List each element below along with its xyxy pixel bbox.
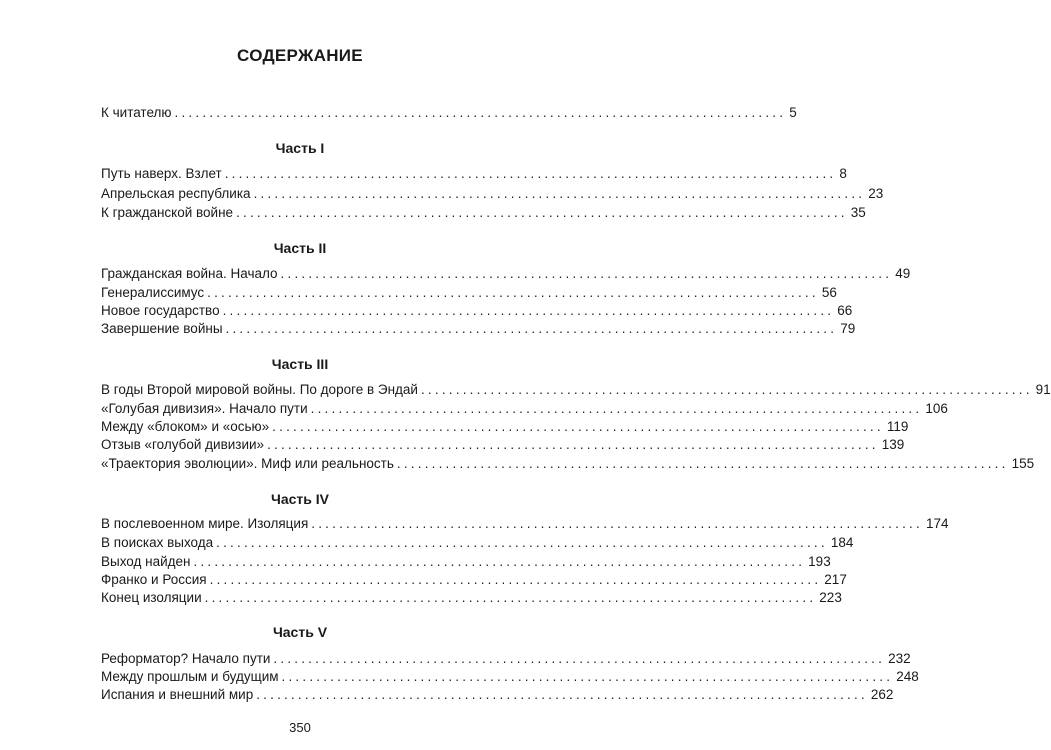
toc-entry-title: К читателю bbox=[101, 105, 172, 120]
dot-leader: ........................................................................................ bbox=[267, 437, 879, 452]
toc-entry-page: 56 bbox=[821, 285, 837, 300]
part-heading: Часть V bbox=[272, 624, 328, 640]
dot-leader: ........................................................................................ bbox=[253, 186, 866, 201]
dot-leader: ........................................................................................ bbox=[236, 205, 848, 220]
dot-leader: ........................................................................................ bbox=[224, 166, 837, 181]
toc-entry-title: Реформатор? Начало пути bbox=[101, 651, 271, 666]
page-number: 350 bbox=[289, 720, 311, 735]
toc-entry-page: 184 bbox=[830, 535, 854, 550]
toc-entry-title: Новое государство bbox=[101, 303, 220, 318]
toc-entry[interactable] bbox=[101, 418, 909, 436]
toc-entry-page: 223 bbox=[819, 590, 842, 605]
toc-entry-page: 66 bbox=[837, 303, 853, 318]
toc-entry-title: Конец изоляции bbox=[101, 590, 202, 605]
toc-entry-page: 119 bbox=[886, 419, 909, 434]
toc-entry-title: Путь наверх. Взлет bbox=[101, 166, 222, 181]
toc-entry-title: Гражданская война. Начало bbox=[101, 266, 278, 281]
toc-entry-page: 174 bbox=[925, 516, 949, 531]
toc-entry-page: 248 bbox=[896, 669, 919, 684]
toc-entry[interactable] bbox=[101, 265, 911, 283]
dot-leader: ........................................................................................ bbox=[204, 590, 817, 605]
toc-entry[interactable] bbox=[101, 455, 1035, 473]
toc-entry[interactable] bbox=[101, 436, 905, 454]
dot-leader: ........................................................................................ bbox=[225, 321, 838, 336]
toc-entry-page: 91 bbox=[1035, 382, 1051, 397]
toc-entry[interactable] bbox=[101, 515, 949, 533]
part-heading: Часть III bbox=[271, 356, 329, 372]
dot-leader: ........................................................................................ bbox=[193, 554, 806, 569]
page-title: СОДЕРЖАНИЕ bbox=[237, 46, 363, 65]
toc-entry-title: Завершение войны bbox=[101, 321, 223, 336]
dot-leader: ........................................................................................ bbox=[216, 535, 828, 550]
toc-entry-page: 232 bbox=[888, 651, 911, 666]
toc-entry[interactable] bbox=[101, 668, 919, 686]
toc-entry-page: 8 bbox=[839, 166, 847, 181]
dot-leader: ........................................................................................ bbox=[272, 419, 884, 434]
toc-entry-title: К гражданской войне bbox=[101, 205, 234, 220]
part-heading: Часть IV bbox=[271, 491, 329, 507]
dot-leader: ........................................................................................ bbox=[209, 572, 822, 587]
toc-entry-title: Между «блоком» и «осью» bbox=[101, 419, 270, 434]
toc-entry-title: Отзыв «голубой дивизии» bbox=[101, 437, 265, 452]
toc-entry-page: 262 bbox=[870, 687, 894, 702]
toc-entry-page: 23 bbox=[868, 186, 884, 201]
toc-entry-page: 106 bbox=[925, 401, 948, 416]
toc-entry-title: В поисках выхода bbox=[101, 535, 214, 550]
toc-entry[interactable] bbox=[101, 204, 866, 222]
toc-entry-title: Франко и Россия bbox=[101, 572, 207, 587]
toc-entry[interactable] bbox=[101, 686, 894, 704]
toc-entry[interactable] bbox=[101, 320, 856, 338]
toc-entry[interactable] bbox=[101, 185, 884, 203]
part-heading: Часть II bbox=[273, 240, 327, 256]
toc-entry[interactable] bbox=[101, 534, 854, 552]
toc-entry-page: 217 bbox=[824, 572, 847, 587]
dot-leader: ........................................................................................ bbox=[280, 266, 893, 281]
toc-entry-title: Генералиссимус bbox=[101, 285, 205, 300]
toc-entry[interactable] bbox=[101, 589, 842, 607]
dot-leader: ........................................................................................ bbox=[174, 105, 787, 120]
toc-entry-intro[interactable] bbox=[101, 104, 797, 122]
toc-entry-title: В послевоенном мире. Изоляция bbox=[101, 516, 309, 531]
toc-entry-title: Испания и внешний мир bbox=[101, 687, 254, 702]
toc-entry-title: В годы Второй мировой войны. По дороге в Эндай bbox=[101, 382, 418, 397]
toc-entry-title: Выход найден bbox=[101, 554, 191, 569]
toc-entry[interactable] bbox=[101, 381, 1051, 399]
toc-entry-page: 5 bbox=[789, 105, 797, 120]
toc-entry[interactable] bbox=[101, 284, 837, 302]
dot-leader: ........................................................................................ bbox=[273, 651, 886, 666]
toc-entry-page: 49 bbox=[895, 266, 911, 281]
toc-entry[interactable] bbox=[101, 400, 948, 418]
toc-entry-title: Апрельская республика bbox=[101, 186, 251, 201]
dot-leader: ........................................................................................ bbox=[420, 382, 1033, 397]
dot-leader: ........................................................................................ bbox=[207, 285, 819, 300]
toc-entry-page: 35 bbox=[850, 205, 866, 220]
toc-entry[interactable] bbox=[101, 302, 853, 320]
dot-leader: ........................................................................................ bbox=[256, 687, 868, 702]
dot-leader: ........................................................................................ bbox=[311, 516, 923, 531]
dot-leader: ........................................................................................ bbox=[396, 456, 1009, 471]
dot-leader: ........................................................................................ bbox=[281, 669, 894, 684]
toc-entry-page: 193 bbox=[808, 554, 831, 569]
toc-entry-page: 79 bbox=[840, 321, 856, 336]
toc-entry[interactable] bbox=[101, 571, 847, 589]
dot-leader: ........................................................................................ bbox=[310, 401, 923, 416]
part-heading: Часть I bbox=[275, 140, 325, 156]
toc-entry-page: 139 bbox=[881, 437, 905, 452]
toc-entry[interactable] bbox=[101, 650, 911, 668]
toc-entry-page: 155 bbox=[1011, 456, 1035, 471]
toc-entry[interactable] bbox=[101, 553, 831, 571]
toc-entry-title: «Траектория эволюции». Миф или реальность bbox=[101, 456, 394, 471]
toc-entry-title: Между прошлым и будущим bbox=[101, 669, 279, 684]
dot-leader: ........................................................................................ bbox=[222, 303, 835, 318]
toc-entry[interactable] bbox=[101, 165, 847, 183]
toc-entry-title: «Голубая дивизия». Начало пути bbox=[101, 401, 308, 416]
